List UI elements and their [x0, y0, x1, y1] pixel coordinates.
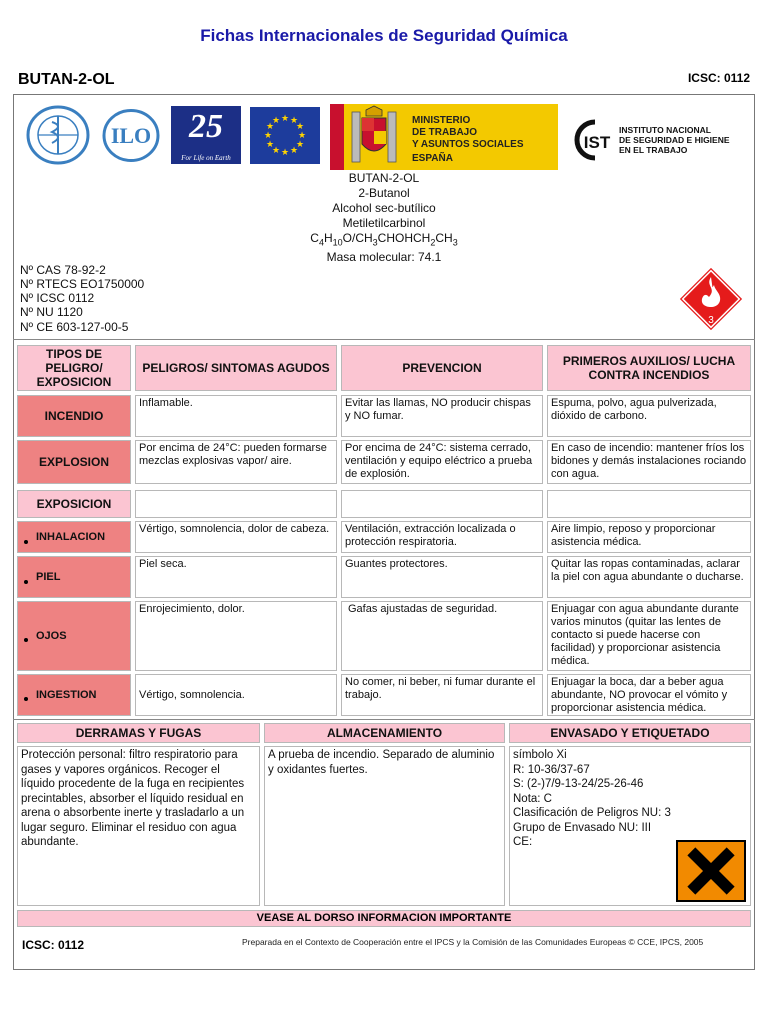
cell-eyes-first-aid: Enjuagar con agua abundante durante varios minutos (quitar las lentes de contacto si puede hacerse con facilidad) y proporcionar asistencia médica. — [547, 601, 751, 671]
cell-exposure-prevention — [341, 490, 543, 518]
spain-crest-icon — [330, 104, 410, 170]
labelling-s-phrases: S: (2-)7/9-13-24/25-26-46 — [513, 778, 644, 790]
svg-text:★: ★ — [271, 116, 281, 126]
cell-inhalation-first-aid: Aire limpio, reposo y proporcionar asistencia médica. — [547, 521, 751, 553]
row-label-fire: INCENDIO — [17, 395, 131, 437]
bullet-icon — [24, 540, 28, 544]
insht-logo — [567, 118, 752, 162]
cell-explosion-prevention: Por encima de 24°C: sistema cerrado, ventilación y equipo eléctrico a prueba de explosión. — [341, 440, 543, 484]
row-label-inhalation-text: INHALACION — [36, 530, 106, 543]
cell-explosion-symptoms: Por encima de 24°C: pueden formarse mezclas explosivas vapor/ aire. — [135, 440, 337, 484]
labelling-note: Nota: C — [513, 792, 552, 805]
cell-ingestion-first-aid: Enjuagar la boca, dar a beber agua abundante, NO provocar el vómito y proporcionar asistencia médica. — [547, 674, 751, 716]
chemical-formula — [0, 231, 768, 249]
cell-inhalation-symptoms: Vértigo, somnolencia, dolor de cabeza. — [135, 521, 337, 553]
svg-text:★: ★ — [289, 116, 299, 126]
labelling-ce: CE: — [513, 836, 533, 848]
who-logo — [23, 104, 93, 166]
ilo-logo — [100, 107, 162, 164]
unep-text: For Life on Earth — [181, 154, 231, 162]
ministry-line-3: Y ASUNTOS SOCIALES — [412, 139, 524, 150]
cell-fire-first-aid: Espuma, polvo, agua pulverizada, dióxido de carbono. — [547, 395, 751, 437]
rtecs-number: Nº RTECS EO1750000 — [20, 277, 145, 291]
col-header-first-aid: PRIMEROS AUXILIOS/ LUCHA CONTRA INCENDIOS — [547, 345, 751, 391]
cell-skin-symptoms: Piel seca. — [135, 556, 337, 598]
important-info-banner: VEASE AL DORSO INFORMACION IMPORTANTE — [17, 910, 751, 927]
row-label-eyes — [17, 601, 131, 671]
row-label-ingestion-text: INGESTION — [36, 688, 97, 701]
section-divider — [13, 339, 755, 340]
section-divider — [13, 719, 755, 720]
ministry-line-1: MINISTERIO — [412, 115, 471, 126]
insht-emblem-icon — [567, 118, 617, 162]
cell-skin-first-aid: Quitar las ropas contaminadas, aclarar la piel con agua abundante o ducharse. — [547, 556, 751, 598]
insht-line-2: DE SEGURIDAD E HIGIENE — [619, 135, 730, 145]
cas-number: Nº CAS 78-92-2 — [20, 263, 106, 277]
labelling-un-group: Grupo de Envasado NU: III — [513, 821, 652, 834]
col-header-prevention: PREVENCION — [341, 345, 543, 391]
molecular-mass: Masa molecular: 74.1 — [326, 250, 442, 264]
icsc-number: ICSC: 0112 — [687, 71, 750, 85]
cell-explosion-first-aid: En caso de incendio: mantener fríos los bidones y demás instalaciones rociando con agua. — [547, 440, 751, 484]
insht-line-3: EN EL TRABAJO — [619, 145, 688, 155]
icsc-id-number: Nº ICSC 0112 — [20, 291, 95, 305]
col-header-labelling: ENVASADO Y ETIQUETADO — [509, 723, 751, 743]
row-label-skin — [17, 556, 131, 598]
row-label-exposure: EXPOSICION — [17, 490, 131, 518]
chemical-name-2: 2-Butanol — [358, 186, 410, 200]
bullet-icon — [24, 580, 28, 584]
formula-text: $C_4H_{10}O/CH_3CHOHCH_2CH_3$ — [310, 231, 458, 248]
hazard-class-number: 3 — [708, 315, 714, 326]
substance-name: BUTAN-2-OL — [18, 71, 115, 88]
ministry-line-2: DE TRABAJO — [412, 127, 478, 138]
svg-text:★: ★ — [295, 122, 305, 132]
unep-number: 25 — [189, 108, 223, 145]
svg-text:★: ★ — [265, 122, 275, 132]
cell-exposure-symptoms — [135, 490, 337, 518]
svg-text:★: ★ — [297, 131, 307, 141]
irritant-xi-icon — [676, 840, 746, 902]
ec-number: Nº CE 603-127-00-5 — [20, 320, 129, 334]
row-label-skin-text: PIEL — [36, 570, 61, 583]
chemical-name-1: BUTAN-2-OL — [348, 171, 420, 185]
svg-text:ILO: ILO — [110, 123, 152, 148]
cell-skin-prevention: Guantes protectores. — [341, 556, 543, 598]
cell-fire-prevention: Evitar las llamas, NO producir chispas y NO fumar. — [341, 395, 543, 437]
cell-ingestion-symptoms: Vértigo, somnolencia. — [135, 674, 337, 716]
svg-text:★: ★ — [289, 146, 299, 156]
cell-eyes-symptoms: Enrojecimiento, dolor. — [135, 601, 337, 671]
flammable-diamond-icon — [676, 264, 746, 334]
row-label-explosion: EXPLOSION — [17, 440, 131, 484]
row-label-inhalation — [17, 521, 131, 553]
row-label-ingestion — [17, 674, 131, 716]
chemical-name-4: Metiletilcarbinol — [342, 216, 426, 230]
insht-line-1: INSTITUTO NACIONAL — [619, 125, 711, 135]
unep-logo — [171, 106, 241, 164]
cell-exposure-first-aid — [547, 490, 751, 518]
ministry-logo — [330, 104, 558, 170]
col-header-storage: ALMACENAMIENTO — [264, 723, 505, 743]
cell-ingestion-prevention: No comer, ni beber, ni fumar durante el trabajo. — [341, 674, 543, 716]
col-header-spills: DERRAMAS Y FUGAS — [17, 723, 260, 743]
labelling-r-phrases: R: 10-36/37-67 — [513, 763, 590, 776]
labelling-symbol: símbolo Xi — [513, 749, 567, 761]
row-label-eyes-text: OJOS — [36, 629, 67, 642]
col-header-type: TIPOS DE PELIGRO/ EXPOSICION — [17, 345, 131, 391]
svg-text:★: ★ — [280, 148, 290, 158]
page-title: Fichas Internacionales de Seguridad Química — [200, 26, 568, 45]
svg-text:IST: IST — [583, 133, 611, 152]
labelling-un-class: Clasificación de Peligros NU: 3 — [513, 807, 671, 819]
bullet-icon — [24, 697, 28, 701]
un-number: Nº NU 1120 — [20, 305, 83, 319]
svg-text:★: ★ — [263, 131, 273, 141]
col-header-symptoms: PELIGROS/ SINTOMAS AGUDOS — [135, 345, 337, 391]
svg-text:★: ★ — [265, 140, 275, 150]
svg-text:★: ★ — [271, 146, 281, 156]
storage-content: A prueba de incendio. Separado de aluminio y oxidantes fuertes. — [264, 746, 505, 906]
svg-text:★: ★ — [295, 140, 305, 150]
cell-fire-symptoms: Inflamable. — [135, 395, 337, 437]
ministry-line-4: ESPAÑA — [412, 153, 453, 164]
cell-inhalation-prevention: Ventilación, extracción localizada o protección respiratoria. — [341, 521, 543, 553]
footer-note: Preparada en el Contexto de Cooperación entre el IPCS y la Comisión de las Comunidades Europeas © CCE, IPCS, 2005 — [242, 937, 704, 947]
eu-flag-logo — [250, 107, 320, 164]
spills-content: Protección personal: filtro respiratorio para gases y vapores orgánicos. Recoger el líquido procedente de la fuga en recipientes precintables, absorber el líquido residual en arena o absorbente inerte y trasladarlo a un lugar seguro. Eliminar el residuo con agua abundante. — [17, 746, 260, 906]
icsc-number-footer: ICSC: 0112 — [22, 938, 85, 952]
cell-eyes-prevention: Gafas ajustadas de seguridad. — [341, 601, 543, 671]
chemical-name-3: Alcohol sec-butílico — [332, 201, 436, 215]
bullet-icon — [24, 638, 28, 642]
svg-text:★: ★ — [280, 114, 290, 124]
